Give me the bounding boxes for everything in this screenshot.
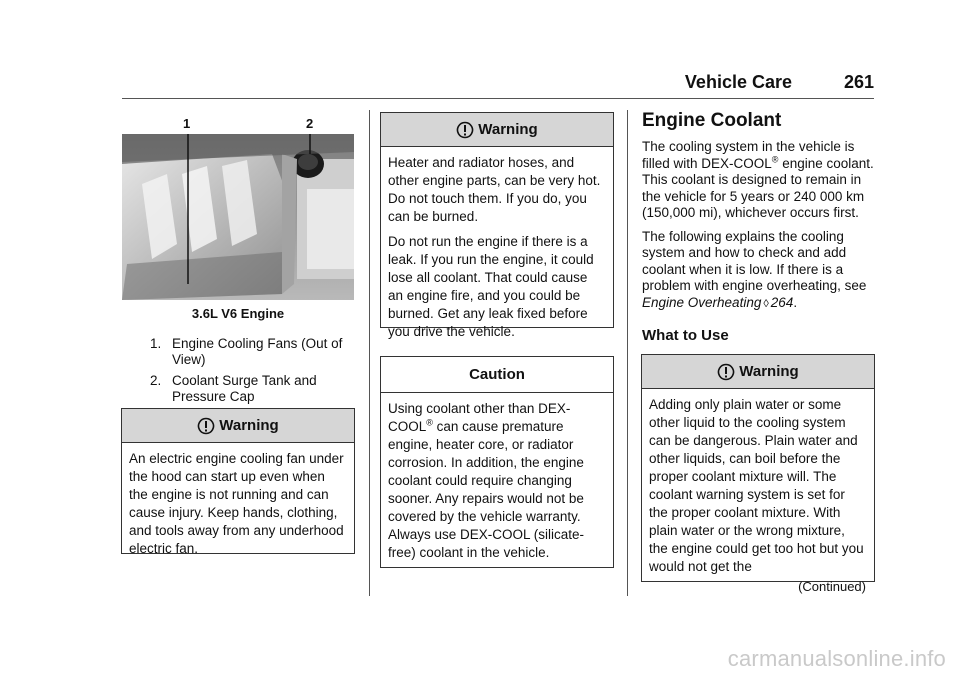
warning-body bbox=[122, 443, 354, 558]
engine-photo bbox=[122, 134, 354, 300]
column-divider-left bbox=[369, 110, 370, 596]
caution-text-start: Using coolant other than DEX-COOL bbox=[388, 401, 571, 434]
warning-text: An electric engine cooling fan under the hood can start up even when the engine is not running and can cause injury. Keep hands, clothing, and tools away from any underhood electric fan. bbox=[129, 451, 344, 556]
warning-header bbox=[381, 113, 613, 147]
coolant-text bbox=[642, 139, 878, 319]
warning-box-coolant bbox=[641, 354, 875, 594]
coolant-paragraph-2 bbox=[642, 229, 878, 313]
page-ref-icon: ◊ bbox=[763, 297, 769, 310]
caution-text-rest: can cause premature engine, heater core, or radiator corrosion. In addition, the engine coolant could require changing sooner. Any repairs would not be covered by the vehicle warranty. Always use DEX-COOL (silicate-free) coolant in the vehicle. bbox=[388, 419, 585, 560]
legend-text: Coolant Surge Tank and Pressure Cap bbox=[172, 373, 317, 404]
warning-header bbox=[642, 355, 874, 389]
coolant-p1-rest: engine coolant. This coolant is designed to remain in the vehicle for 5 years or 240 000 km (150,000 mi), whichever occurs first. bbox=[642, 155, 874, 220]
header-rule bbox=[122, 98, 874, 99]
caution-box bbox=[380, 356, 614, 568]
coolant-p2-end: . bbox=[793, 294, 798, 310]
figure-legend bbox=[150, 336, 355, 410]
legend-number: 1. bbox=[150, 336, 162, 351]
warning-text: Adding only plain water or some other liquid to the cooling system can be dangerous. Plain water and other liquids, can boil before the proper coolant mixture will. The coolant warning system is set for the proper coolant mixture. With plain water or the wrong mixture, the engine could get too hot but you would not get the bbox=[649, 397, 864, 574]
section-header-title: Vehicle Care bbox=[684, 72, 792, 92]
caution-body bbox=[381, 393, 613, 562]
warning-heading: Warning bbox=[739, 363, 799, 380]
cross-reference-page[interactable]: 264 bbox=[770, 294, 794, 310]
engine-figure bbox=[122, 110, 354, 320]
subsection-title: What to Use bbox=[642, 327, 729, 344]
callout-label-1: 1 bbox=[183, 116, 191, 131]
page-number: 261 bbox=[843, 72, 874, 92]
caution-heading: Caution bbox=[469, 366, 525, 383]
registered-mark: ® bbox=[771, 154, 779, 164]
warning-header bbox=[122, 409, 354, 443]
coolant-p2-start: The following explains the cooling system and how to check and add coolant when it is low. If there is a problem with engine overheating, see bbox=[642, 228, 867, 293]
warning-icon bbox=[197, 417, 215, 435]
legend-item bbox=[150, 373, 355, 405]
legend-number: 2. bbox=[150, 373, 162, 388]
warning-paragraph: Do not run the engine if there is a leak. If you run the engine, it could lose all coolant. That could cause an engine fire, and you could be burned. Get any leak fixed before you drive the vehicle. bbox=[388, 234, 594, 339]
continued-label: (Continued) bbox=[798, 579, 866, 594]
warning-box-hoses bbox=[380, 112, 614, 339]
coolant-paragraph-1 bbox=[642, 139, 878, 222]
legend-text: Engine Cooling Fans (Out of View) bbox=[172, 336, 343, 367]
figure-caption: 3.6L V6 Engine bbox=[191, 306, 285, 321]
section-title: Engine Coolant bbox=[642, 110, 782, 131]
warning-body bbox=[642, 389, 874, 596]
warning-box-fan bbox=[121, 408, 355, 554]
warning-icon bbox=[456, 121, 474, 139]
warning-icon bbox=[717, 363, 735, 381]
warning-heading: Warning bbox=[219, 417, 279, 434]
caution-text bbox=[388, 400, 605, 562]
caution-header bbox=[381, 357, 613, 393]
coolant-p1-start: The cooling system in the vehicle is filled with DEX-COOL bbox=[642, 139, 855, 171]
warning-heading: Warning bbox=[478, 121, 538, 138]
registered-mark: ® bbox=[426, 417, 433, 428]
column-divider-right bbox=[627, 110, 628, 596]
watermark: carmanualsonline.info bbox=[727, 646, 946, 671]
cross-reference-link[interactable]: Engine Overheating bbox=[642, 294, 762, 310]
legend-item bbox=[150, 336, 355, 368]
warning-body bbox=[381, 147, 613, 341]
page-header bbox=[0, 0, 960, 100]
callout-label-2: 2 bbox=[306, 116, 314, 131]
warning-paragraph: Heater and radiator hoses, and other engine parts, can be very hot. Do not touch them. If you do, you can be burned. bbox=[388, 155, 601, 224]
